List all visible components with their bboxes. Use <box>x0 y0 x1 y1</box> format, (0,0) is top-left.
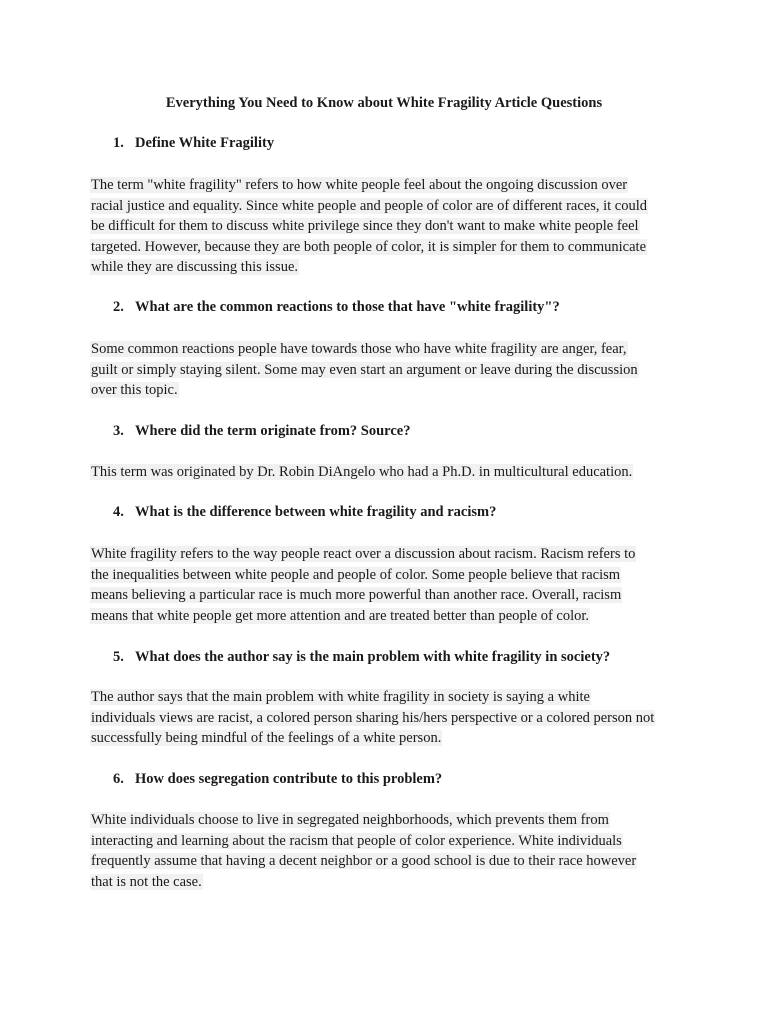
answer-5 <box>90 687 690 749</box>
question-number: 4. <box>113 504 124 520</box>
question-number: 6. <box>113 771 124 787</box>
question-text: What are the common reactions to those that have "white fragility"? <box>135 299 560 315</box>
question-2 <box>113 297 560 317</box>
question-6 <box>113 769 442 789</box>
answer-line: while they are discussing this issue. <box>91 259 299 275</box>
answer-1 <box>90 175 690 278</box>
answer-line: the inequalities between white people and people of color. Some people believe that racism <box>91 566 621 583</box>
answer-line: be difficult for them to discuss white privilege since they don't want to make white people feel <box>91 218 639 234</box>
answer-line: racial justice and equality. Since white people and people of color are of different races, it could <box>91 197 648 214</box>
question-number: 3. <box>113 423 124 439</box>
answer-line: The author says that the main problem with white fragility in society is saying a white <box>91 689 590 705</box>
question-number: 1. <box>113 135 124 151</box>
answer-line: individuals views are racist, a colored person sharing his/hers perspective or a colored person not <box>91 709 655 726</box>
document-title: Everything You Need to Know about White Fragility Article Questions <box>165 95 603 111</box>
answer-line: over this topic. <box>91 382 178 398</box>
answer-2 <box>90 339 690 401</box>
answer-line: means that white people get more attention and are treated better than people of color. <box>91 607 590 624</box>
answer-6 <box>90 810 690 892</box>
question-5 <box>113 647 610 667</box>
answer-line: The term "white fragility" refers to how white people feel about the ongoing discussion over <box>91 177 628 193</box>
answer-3 <box>90 462 690 483</box>
question-text: What is the difference between white fragility and racism? <box>135 504 497 520</box>
question-4 <box>113 502 496 522</box>
question-number: 2. <box>113 299 124 315</box>
question-1 <box>113 133 274 153</box>
answer-line: This term was originated by Dr. Robin DiAngelo who had a Ph.D. in multicultural education. <box>91 464 633 480</box>
answer-line: means believing a particular race is much more powerful than another race. Overall, racism <box>91 587 622 603</box>
answer-line: guilt or simply staying silent. Some may even start an argument or leave during the discussion <box>91 361 638 378</box>
answer-line: White individuals choose to live in segregated neighborhoods, which prevents them from <box>91 812 609 828</box>
answer-line: targeted. However, because they are both people of color, it is simpler for them to communicate <box>91 238 647 255</box>
answer-line: that is not the case. <box>91 873 202 890</box>
answer-line: Some common reactions people have towards those who have white fragility are anger, fear, <box>91 341 627 357</box>
question-text: What does the author say is the main problem with white fragility in society? <box>135 649 611 665</box>
question-text: How does segregation contribute to this problem? <box>135 771 443 787</box>
answer-line: White fragility refers to the way people react over a discussion about racism. Racism refers to <box>91 546 636 562</box>
question-text: Define White Fragility <box>135 135 275 151</box>
answer-4 <box>90 544 690 626</box>
answer-line: frequently assume that having a decent neighbor or a good school is due to their race however <box>91 853 637 869</box>
question-number: 5. <box>113 649 124 665</box>
question-text: Where did the term originate from? Source? <box>135 423 411 439</box>
answer-line: successfully being mindful of the feelings of a white person. <box>91 730 442 746</box>
question-3 <box>113 421 410 441</box>
answer-line: interacting and learning about the racism that people of color experience. White individuals <box>91 832 622 849</box>
